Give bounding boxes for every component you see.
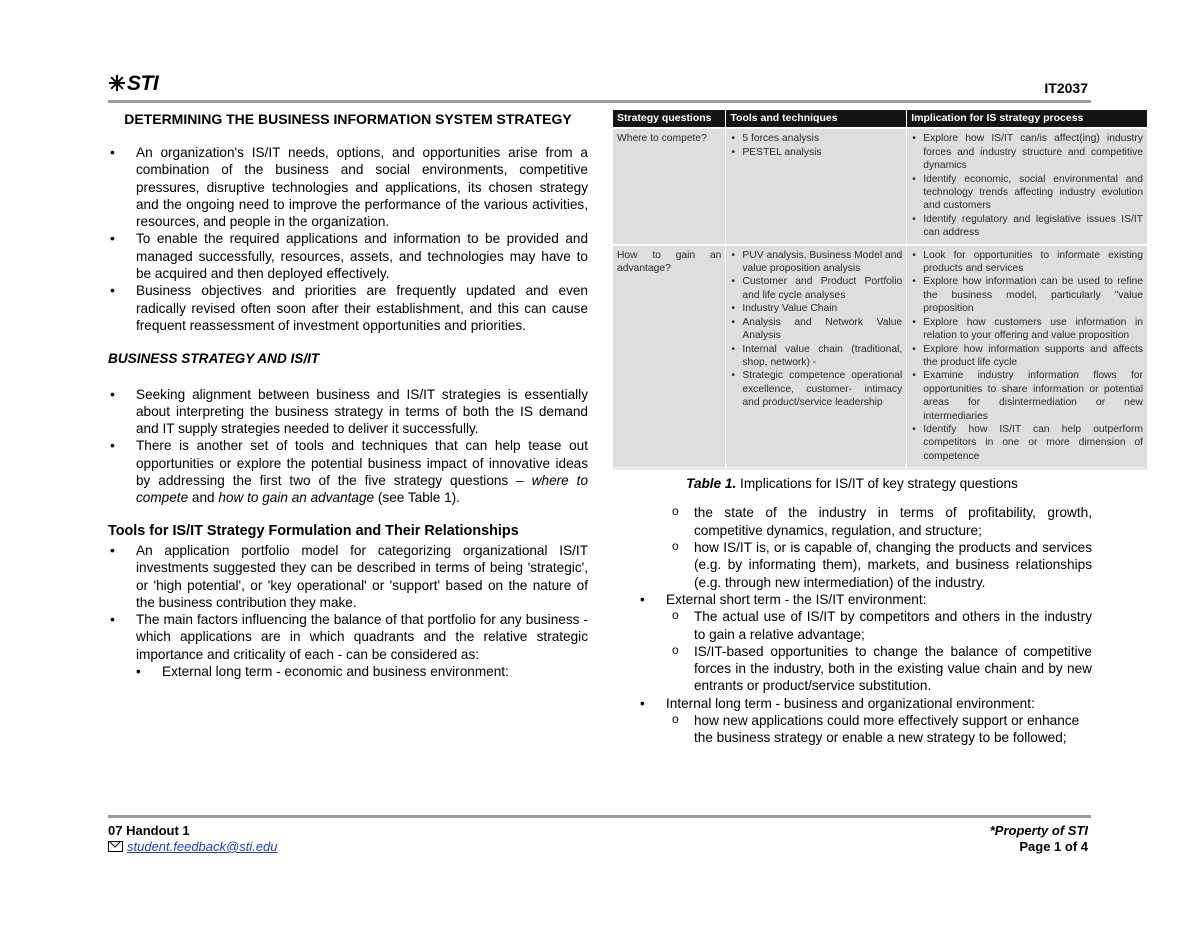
list-item: • Analysis and Network Value Analysis (730, 316, 902, 343)
list-item: • Explore how information supports and affects the product life cycle (911, 343, 1143, 370)
table-row (613, 128, 1148, 244)
right-column (612, 110, 1143, 747)
section-heading-tools: Tools for IS/IT Strategy Formulation and Their Relationships (108, 522, 519, 539)
sti-logo (108, 72, 158, 96)
list-item: • Identify regulatory and legislative issues IS/IT can address (911, 213, 1143, 240)
footer-left (108, 823, 278, 855)
intro-list (108, 144, 588, 334)
implications-cell (907, 245, 1148, 469)
table-caption (612, 475, 1092, 492)
list-item: • Strategic competence operational excellence, customer- intimacy and product/service leadership (730, 369, 902, 409)
left-column (108, 110, 588, 680)
tools-cell (726, 245, 907, 469)
list-item: o The actual use of IS/IT by competitors and others in the industry to gain a relative advantage; (666, 608, 1092, 643)
list-item: • Seeking alignment between business and IS/IT strategies is essentially about interpreting the business strategy in terms of both the IS demand and IT supply strategies needed to deliver it successfully. (108, 386, 588, 438)
list-item (108, 437, 588, 506)
list-item: • 5 forces analysis (730, 132, 902, 145)
page-number: Page 1 of 4 (1019, 839, 1088, 854)
sti-star-icon (108, 74, 126, 92)
footer-divider (108, 815, 1091, 818)
factors-sublist-continued (612, 591, 1092, 608)
caption-label: Table 1. (686, 476, 737, 492)
list-item: • Internal long term - business and organizational environment: (638, 695, 1092, 712)
list-item: • Explore how IS/IT can/is affect(ing) industry forces and industry structure and competitive dynamics (911, 132, 1143, 172)
internal-factor-list (612, 695, 1092, 712)
table-header-row (613, 110, 1148, 128)
column-header: Strategy questions (613, 110, 726, 128)
list-item: • An organization's IS/IT needs, options, and opportunities arise from a combination of the business and social environments, competitive pressures, disruptive technologies and applications, its chosen strategy and the ongoing need to improve the performance of the various activities, resources, and people in the organization. (108, 144, 588, 230)
strategy-question-cell: Where to compete? (613, 128, 726, 244)
list-item: • Identify how IS/IT can help outperform competitors in one or more dimension of competence (911, 423, 1143, 463)
list-item: • Customer and Product Portfolio and life cycle analyses (730, 275, 902, 302)
list-item: • Internal value chain (traditional, shop, network) - (730, 343, 902, 370)
list-item: • PUV analysis, Business Model and value proposition analysis (730, 249, 902, 276)
tools-cell (726, 128, 907, 244)
list-item: o how new applications could more effectively support or enhance the business strategy or enable a new strategy to be followed; (666, 712, 1092, 747)
list-item: o the state of the industry in terms of profitability, growth, competitive dynamics, regulation, and structure; (666, 504, 1092, 539)
and-text: and (191, 490, 215, 506)
table-reference: (see Table 1). (377, 490, 460, 506)
column-header: Tools and techniques (726, 110, 907, 128)
list-item: • External short term - the IS/IT environment: (638, 591, 1092, 608)
implications-cell (907, 128, 1148, 244)
bullet-text: There is another set of tools and techniques that can help tease out opportunities or explore the potential business impact of innovative ideas by addressing the first two of the five strategy questions – (136, 438, 588, 489)
property-label: *Property of STI (989, 823, 1088, 838)
tools-list (108, 542, 588, 663)
list-item: • External long term - economic and business environment: (134, 663, 588, 680)
long-term-sublist (612, 504, 1092, 590)
italic-where-to-compete: where to compete (136, 473, 589, 506)
italic-how-to-gain: how to gain an advantage (218, 490, 375, 506)
footer-right (990, 823, 1088, 855)
handout-label: 07 Handout 1 (108, 823, 190, 838)
strategy-question-cell: How to gain an advantage? (613, 245, 726, 469)
list-item: • An application portfolio model for categorizing organizational IS/IT investments suggested they can be described in terms of being 'strategic', or 'high potential', or 'key operational' or 'support' based on the nature of the business contribution they make. (108, 542, 588, 611)
table-row (613, 245, 1148, 469)
course-code: IT2037 (1044, 80, 1088, 96)
list-item: • PESTEL analysis (730, 146, 902, 159)
logo-text: STI (127, 72, 159, 95)
page-title: DETERMINING THE BUSINESS INFORMATION SYSTEM STRATEGY (124, 111, 572, 127)
section-heading-business-strategy: BUSINESS STRATEGY AND IS/IT (108, 351, 320, 367)
alignment-list (108, 386, 588, 507)
internal-sublist (612, 712, 1092, 747)
header-divider (108, 100, 1091, 103)
list-item: • Industry Value Chain (730, 302, 902, 315)
caption-text: Implications for IS/IT of key strategy questions (740, 476, 1018, 492)
list-item: • Examine industry information flows for opportunities to share information or potential areas for disintermediation or new intermediaries (911, 369, 1143, 423)
list-item: • Explore how customers use information in relation to your offering and value proposition (911, 316, 1143, 343)
email-line (108, 839, 278, 855)
list-item: • Identify economic, social environmental and technology trends affecting industry evolution and customers (911, 173, 1143, 213)
list-item: • Business objectives and priorities are frequently updated and even radically revised often soon after their establishment, and this can cause frequent reassessment of investment opportunities and priorities. (108, 282, 588, 334)
list-item: • Look for opportunities to informate existing products and services (911, 249, 1143, 276)
factors-sublist (108, 663, 588, 680)
column-header: Implication for IS strategy process (907, 110, 1148, 128)
envelope-icon (108, 841, 123, 852)
strategy-table (613, 110, 1148, 470)
list-item: • The main factors influencing the balance of that portfolio for any business - which applications are in which quadrants and the relative strategic importance and criticality of each - can be considered as: (108, 611, 588, 663)
short-term-sublist (612, 608, 1092, 694)
list-item: o IS/IT-based opportunities to change the balance of competitive forces in the industry, both in the existing value chain and by new entrants or product/service substitution. (666, 643, 1092, 695)
list-item: • Explore how information can be used to refine the business model, particularly "value proposition (911, 275, 1143, 315)
feedback-email-link[interactable]: student.feedback@sti.edu (127, 839, 278, 854)
list-item: • To enable the required applications and information to be provided and managed successfully, resources, assets, and technologies may have to be acquired and then deployed effectively. (108, 230, 588, 282)
list-item: o how IS/IT is, or is capable of, changing the products and services (e.g. by informating them), markets, and business relationships (e.g. through new intermediation) of the industry. (666, 539, 1092, 591)
